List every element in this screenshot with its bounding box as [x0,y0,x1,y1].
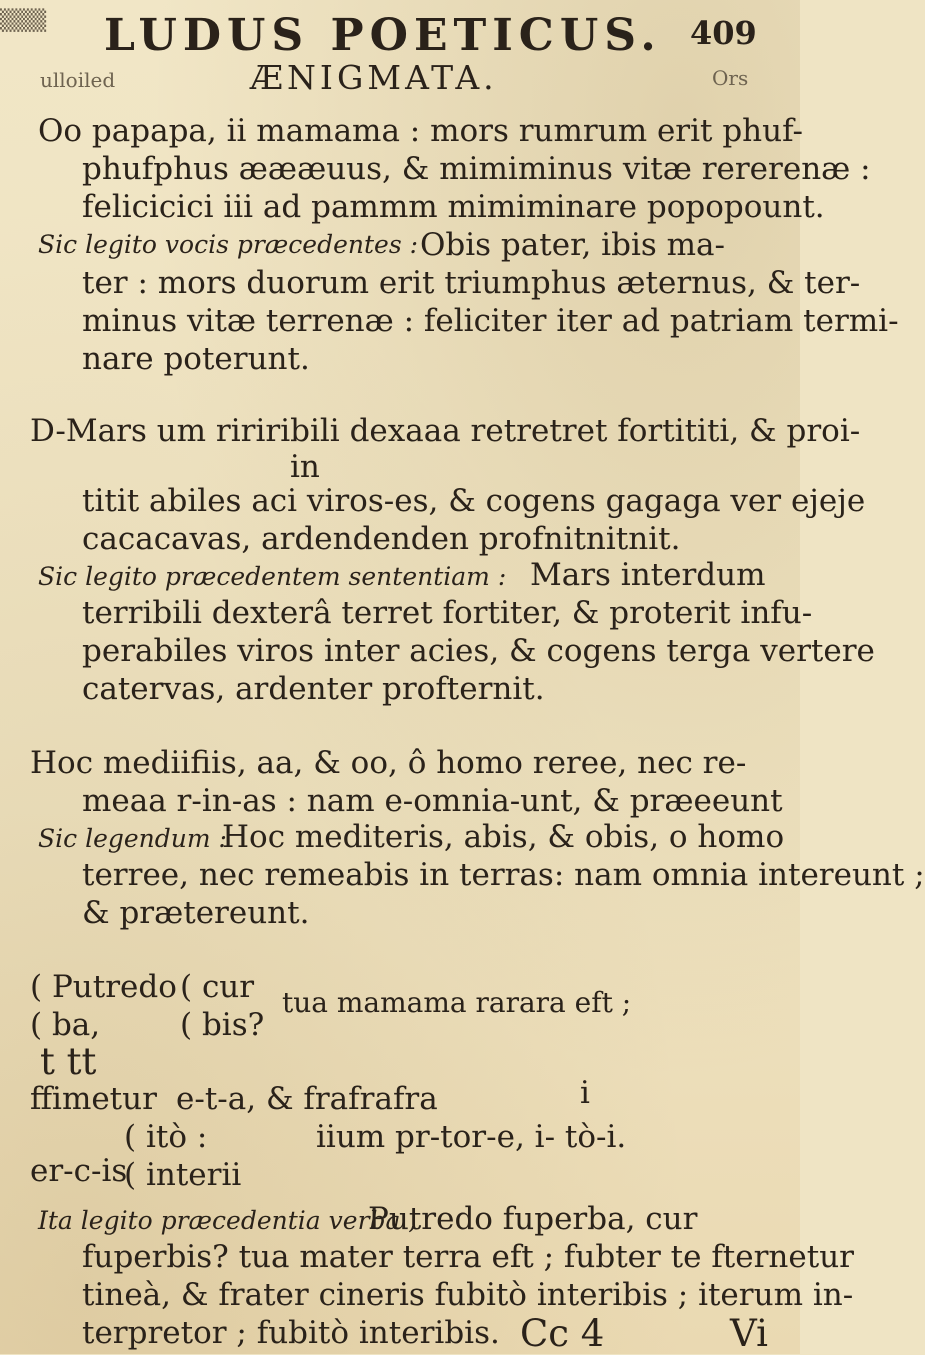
reading-hint: Sic legito præcedentem sententiam : [38,562,507,591]
figure-phrase: e-t-a, & frafrafra [176,1081,438,1117]
catchword: Vi [730,1312,768,1355]
solution-line: ter : mors duorum erit triumphus æternus, & ter- [82,265,861,301]
solution-line: terpretor ; fubitò interibis. [82,1315,500,1351]
riddle-line: felicicici iii ad pammm mimiminare popopount. [82,189,825,225]
figure-left-column: ( Putredo [30,969,177,1005]
figure-left-column: er-c-is [30,1153,128,1189]
running-title: LUDUS POETICUS. [104,10,662,61]
riddle-line: D-Mars um ririribili dexaaa retretret fortititi, & proi- [30,413,861,449]
page-number: 409 [690,14,757,52]
solution-line: perabiles viros inter acies, & cogens terga vertere [82,633,875,669]
solution-line: Obis pater, ibis ma- [420,227,725,263]
figure-letter: i [580,1075,590,1111]
figure-left-column: ( ba, [30,1007,101,1043]
solution-line: minus vitæ terrenæ : feliciter iter ad patriam termi- [82,303,899,339]
figure-bracket: ( cur [180,969,255,1005]
solution-line: fuperbis? tua mater terra eft ; fubter te fternetur [82,1239,854,1275]
figure-bracket: ( interii [124,1157,242,1193]
reading-hint: Sic legendum : [38,824,227,853]
riddle-line: titit abiles aci viros-es, & cogens gagaga ver ejeje [82,483,866,519]
solution-line: & prætereunt. [82,895,310,931]
riddle-line: meaa r-in-as : nam e-omnia-unt, & præeeunt [82,783,783,819]
solution-line: catervas, ardenter profternit. [82,671,545,707]
figure-phrase: iium pr-tor-e, i- tò-i. [316,1119,627,1155]
riddle-line: Hoc mediifiis, aa, & oo, ô homo reree, nec re- [30,745,747,781]
reading-hint: Sic legito vocis præcedentes : [38,230,419,259]
section-title: ÆNIGMATA. [250,58,498,97]
solution-line: Hoc mediteris, abis, & obis, o homo [222,819,785,855]
bleed-through-left: ulloiled [40,68,116,92]
figure-left-column: ffimetur [30,1081,157,1117]
solution-line: tineà, & frater cineris fubitò interibis ; iterum in- [82,1277,854,1313]
solution-line: Mars interdum [530,557,766,593]
signature-mark: Cc 4 [520,1312,605,1355]
riddle-line: cacacavas, ardendenden profnitnitnit. [82,521,681,557]
riddle-superscript: in [290,449,320,485]
bleed-through-right: Ors [712,66,749,90]
reading-hint: Ita legito præcedentia verba , [38,1206,417,1235]
riddle-line: Oo papapa, ii mamama : mors rumrum erit phuf- [38,113,803,149]
solution-line: terribili dexterâ terret fortiter, & proterit infu- [82,595,813,631]
solution-line: Putredo fuperba, cur [368,1201,698,1237]
page-edge-scrap: ▒▒▒ [0,8,47,32]
figure-letters: t tt [40,1040,97,1083]
figure-phrase: tua mamama rarara eft ; [282,986,632,1019]
figure-bracket: ( bis? [180,1007,265,1043]
figure-bracket: ( itò : [124,1119,208,1155]
solution-line: terree, nec remeabis in terras: nam omnia intereunt ; [82,857,925,893]
riddle-line: phufphus æææuus, & mimiminus vitæ rererenæ : [82,151,871,187]
solution-line: nare poterunt. [82,341,310,377]
